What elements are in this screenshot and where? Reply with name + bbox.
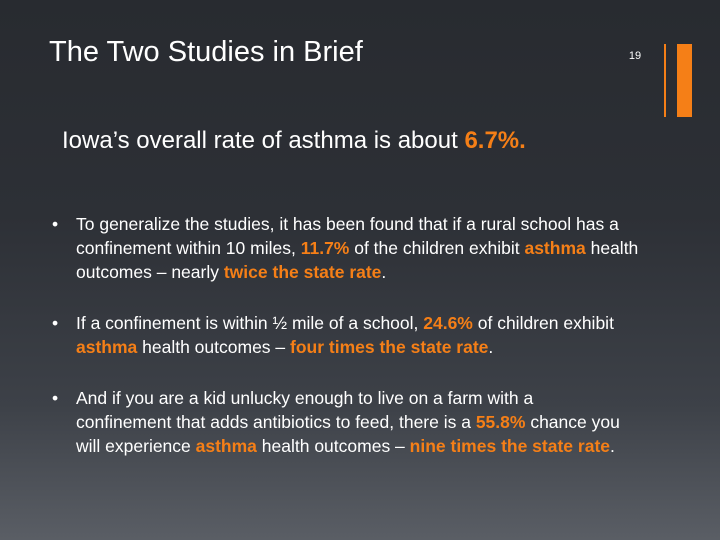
highlight-text: 11.7% xyxy=(300,238,350,258)
highlight-text: nine times the state rate xyxy=(409,436,611,456)
highlight-text: asthma xyxy=(195,436,257,456)
body-text: If a confinement is within ½ mile of a school, xyxy=(76,313,424,333)
body-text: . xyxy=(610,436,615,456)
bullet-item xyxy=(52,212,662,284)
body-text: And if you are a kid unlucky enough to live on a farm with a confinement that adds antibiotics to feed, there is a xyxy=(76,388,534,432)
highlight-text: asthma xyxy=(76,337,138,357)
body-text: . xyxy=(381,262,387,282)
highlight-text: 55.8% xyxy=(475,412,526,432)
accent-bar-thin xyxy=(664,44,666,117)
bullet-text xyxy=(76,311,662,359)
accent-bar-thick xyxy=(677,44,692,117)
intro-statement xyxy=(62,127,526,155)
highlight-text: four times the state rate xyxy=(290,337,489,357)
bullet-marker: • xyxy=(52,388,59,408)
page-number: 19 xyxy=(628,50,642,62)
body-text: health outcomes – nearly xyxy=(76,238,639,282)
bullet-text xyxy=(76,386,622,458)
intro-highlight: 6.7%. xyxy=(464,127,526,154)
slide-title: The Two Studies in Brief xyxy=(49,36,363,68)
highlight-text: 24.6% xyxy=(423,313,473,333)
body-text: of the children exhibit xyxy=(349,238,525,258)
bullet-item xyxy=(52,311,662,359)
body-text: chance you will experience xyxy=(76,412,620,456)
body-text: . xyxy=(488,337,494,357)
bullet-text xyxy=(76,212,662,284)
bullet-marker: • xyxy=(52,214,59,234)
bullet-marker: • xyxy=(52,313,59,333)
highlight-text: asthma xyxy=(524,238,586,258)
body-text: health outcomes – xyxy=(256,436,410,456)
body-text: of children exhibit xyxy=(472,313,614,333)
intro-text: Iowa’s overall rate of asthma is about xyxy=(62,127,465,154)
body-text: To generalize the studies, it has been found that if a rural school has a confinement within 10 miles, xyxy=(76,214,619,258)
bullet-item xyxy=(52,386,622,458)
highlight-text: twice the state rate xyxy=(223,262,382,282)
body-text: health outcomes – xyxy=(137,337,291,357)
